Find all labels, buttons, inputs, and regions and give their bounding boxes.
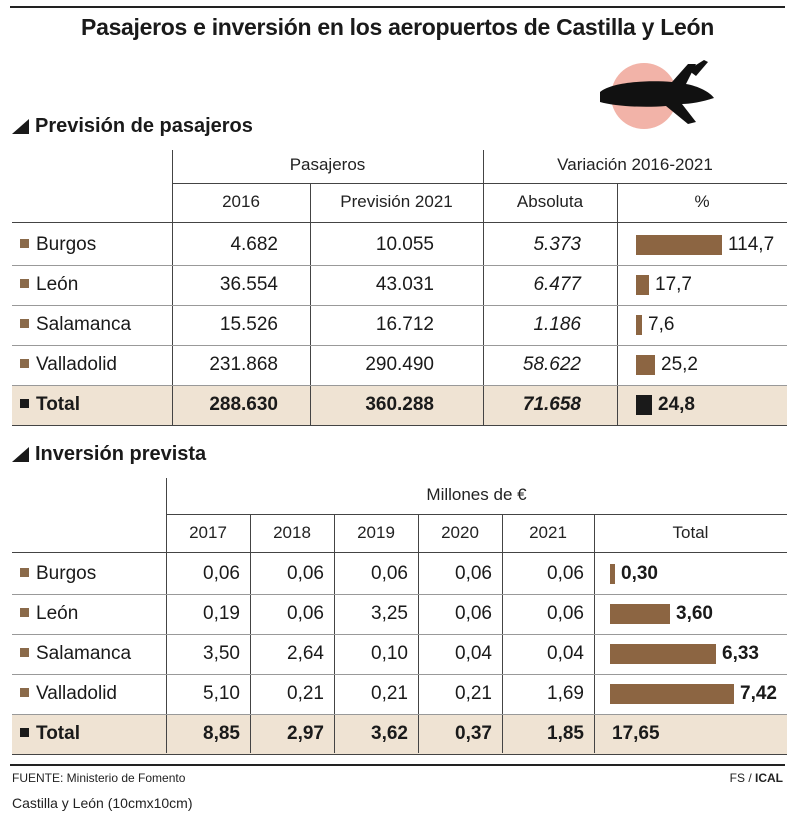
cell-2016: 15.526: [219, 314, 278, 335]
total-bar: [610, 564, 615, 584]
cell-year: 2,64: [287, 643, 324, 664]
cell-year: 0,06: [547, 603, 584, 624]
cell-year: 0,04: [547, 643, 584, 664]
row-name: Burgos: [36, 563, 97, 584]
cell-year: 0,06: [203, 563, 240, 584]
cell-year: 0,06: [455, 563, 492, 584]
row-label: [20, 225, 96, 265]
row-name: Valladolid: [36, 354, 117, 375]
bullet-square-icon: [20, 319, 29, 328]
cell-absoluta: 6.477: [533, 274, 581, 295]
cell-year: 1,69: [547, 683, 584, 704]
cell-year: 3,62: [371, 723, 408, 744]
row-label: [20, 385, 80, 425]
cell-2016: 288.630: [209, 394, 278, 415]
cell-year: 0,06: [547, 563, 584, 584]
row-label: [20, 554, 96, 594]
bullet-square-icon: [20, 239, 29, 248]
pct-bar: [636, 395, 652, 415]
section2-label: Inversión prevista: [35, 443, 207, 465]
header-2020: 2020: [441, 523, 479, 542]
row-label: [20, 594, 78, 634]
bullet-square-icon: [20, 608, 29, 617]
airplane-icon: [592, 52, 722, 142]
total-label: 17,65: [612, 723, 660, 744]
header-absoluta: Absoluta: [516, 192, 584, 211]
row-label: [20, 265, 78, 305]
cell-year: 0,06: [371, 563, 408, 584]
cell-year: 0,37: [455, 723, 492, 744]
row-label: [20, 634, 131, 674]
bullet-square-icon: [20, 688, 29, 697]
header-prevision-2021: Previsión 2021: [340, 192, 453, 211]
cell-year: 0,21: [371, 683, 408, 704]
bullet-square-icon: [20, 648, 29, 657]
total-bar: [610, 604, 670, 624]
total-label: 6,33: [722, 643, 759, 664]
total-label: 0,30: [621, 563, 658, 584]
pct-bar: [636, 315, 642, 335]
header-2019: 2019: [357, 523, 395, 542]
pct-label: 7,6: [648, 314, 675, 335]
total-bar: [610, 644, 716, 664]
total-label: 3,60: [676, 603, 713, 624]
triangle-icon: [12, 119, 29, 134]
section-title-pasajeros: [12, 115, 253, 138]
row-name: Total: [36, 723, 80, 744]
cell-year: 5,10: [203, 683, 240, 704]
cell-year: 0,21: [455, 683, 492, 704]
cell-absoluta: 1.186: [533, 314, 581, 335]
header-2016: 2016: [222, 192, 260, 211]
total-bar: [610, 684, 734, 704]
row-name: Burgos: [36, 234, 97, 255]
cell-absoluta: 58.622: [522, 354, 581, 375]
pct-label: 24,8: [658, 394, 695, 415]
row-name: León: [36, 603, 79, 624]
triangle-icon: [12, 447, 29, 462]
cell-prevision-2021: 16.712: [375, 314, 434, 335]
section1-label: Previsión de pasajeros: [35, 115, 253, 137]
cell-prevision-2021: 360.288: [365, 394, 434, 415]
row-divider: [12, 754, 787, 755]
row-name: Valladolid: [36, 683, 117, 704]
header-variacion: Variación 2016-2021: [557, 155, 713, 174]
cell-year: 0,19: [203, 603, 240, 624]
pct-label: 25,2: [661, 354, 698, 375]
cell-absoluta: 5.373: [533, 234, 581, 255]
header-percent: %: [694, 192, 710, 211]
row-label: [20, 674, 117, 714]
cell-prevision-2021: 290.490: [365, 354, 434, 375]
cell-year: 0,04: [455, 643, 492, 664]
credit-agency: ICAL: [755, 771, 783, 785]
top-rule: [10, 6, 785, 8]
header-millones: Millones de €: [426, 485, 527, 504]
cell-year: 0,06: [287, 603, 324, 624]
cell-2016: 231.868: [209, 354, 278, 375]
pct-bar: [636, 355, 655, 375]
cell-2016: 36.554: [219, 274, 278, 295]
header-2021: 2021: [529, 523, 567, 542]
cell-year: 0,06: [287, 563, 324, 584]
bullet-square-icon: [20, 728, 29, 737]
pct-bar: [636, 235, 722, 255]
cell-year: 0,10: [371, 643, 408, 664]
cell-year: 3,25: [371, 603, 408, 624]
cell-absoluta: 71.658: [522, 394, 581, 415]
bullet-square-icon: [20, 279, 29, 288]
pct-label: 114,7: [728, 234, 775, 255]
cell-2016: 4.682: [230, 234, 278, 255]
total-label: 7,42: [740, 683, 777, 704]
pct-label: 17,7: [655, 274, 692, 295]
cell-year: 2,97: [287, 723, 324, 744]
header-total: Total: [672, 523, 709, 542]
row-label: [20, 345, 117, 385]
row-label: [20, 714, 80, 754]
row-name: Salamanca: [36, 314, 132, 335]
cell-year: 0,21: [287, 683, 324, 704]
credit: [730, 771, 783, 785]
row-name: Salamanca: [36, 643, 132, 664]
bullet-square-icon: [20, 359, 29, 368]
section-title-inversion: [12, 443, 206, 466]
row-label: [20, 305, 131, 345]
cell-year: 0,06: [455, 603, 492, 624]
row-name: Total: [36, 394, 80, 415]
cell-year: 8,85: [203, 723, 240, 744]
row-name: León: [36, 274, 79, 295]
bottom-rule: [10, 764, 785, 766]
pct-bar: [636, 275, 649, 295]
header-2017: 2017: [189, 523, 227, 542]
page-title: Pasajeros e inversión en los aeropuertos de Castilla y León: [81, 14, 714, 40]
row-divider: [12, 425, 787, 426]
caption: Castilla y León (10cmx10cm): [12, 795, 193, 811]
bullet-square-icon: [20, 399, 29, 408]
header-pasajeros: Pasajeros: [289, 155, 366, 174]
cell-prevision-2021: 43.031: [375, 274, 434, 295]
credit-author: FS /: [729, 771, 755, 785]
cell-year: 1,85: [547, 723, 584, 744]
source-note: FUENTE: Ministerio de Fomento: [12, 771, 186, 785]
cell-year: 3,50: [203, 643, 240, 664]
cell-prevision-2021: 10.055: [375, 234, 434, 255]
header-2018: 2018: [273, 523, 311, 542]
bullet-square-icon: [20, 568, 29, 577]
